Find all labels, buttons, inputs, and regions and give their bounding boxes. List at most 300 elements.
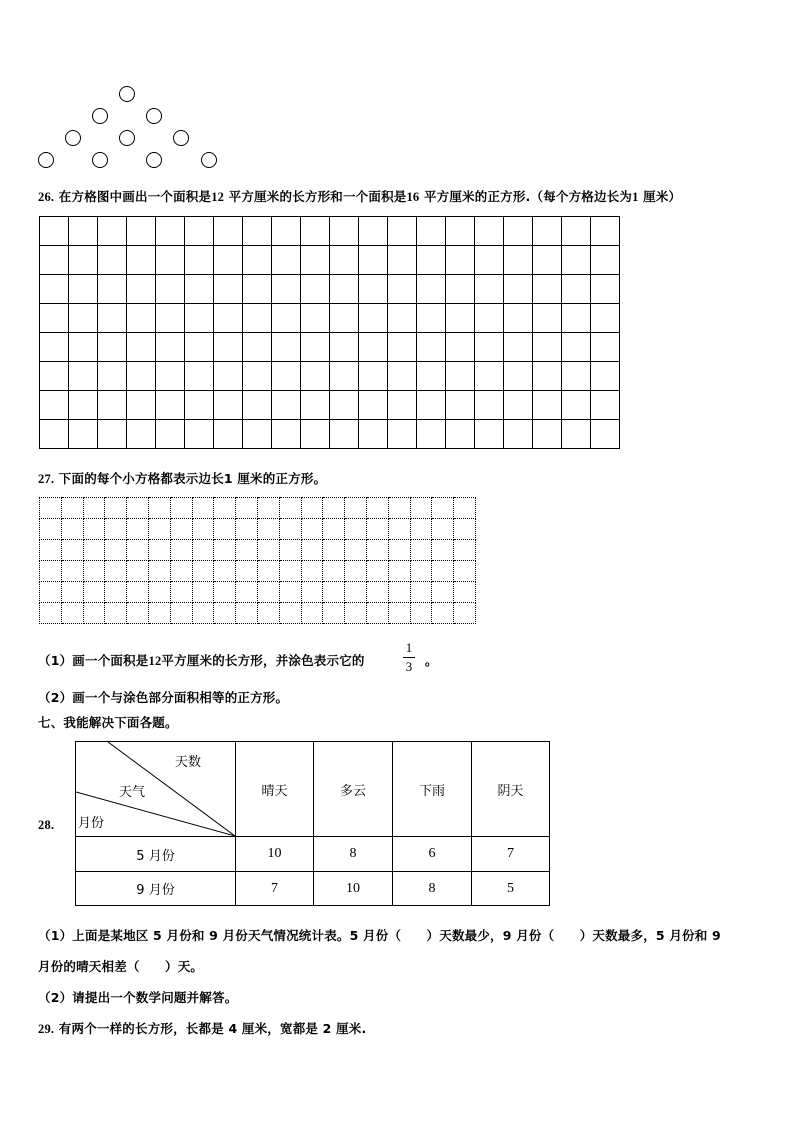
grid-cell[interactable] xyxy=(170,582,192,603)
grid-cell[interactable] xyxy=(388,391,417,420)
grid-cell[interactable] xyxy=(475,362,504,391)
grid-cell[interactable] xyxy=(214,420,243,449)
grid-cell[interactable] xyxy=(156,246,185,275)
grid-cell[interactable] xyxy=(69,362,98,391)
grid-cell[interactable] xyxy=(410,498,432,519)
grid-cell[interactable] xyxy=(156,391,185,420)
grid-cell[interactable] xyxy=(214,582,236,603)
grid-cell[interactable] xyxy=(40,561,62,582)
grid-cell[interactable] xyxy=(454,561,476,582)
grid-cell[interactable] xyxy=(272,275,301,304)
grid-cell[interactable] xyxy=(279,603,301,624)
grid-cell[interactable] xyxy=(475,420,504,449)
question-number: 26. xyxy=(38,190,55,204)
grid-cell[interactable] xyxy=(388,246,417,275)
grid-cell[interactable] xyxy=(148,561,170,582)
grid-cell[interactable] xyxy=(185,420,214,449)
grid-cell[interactable] xyxy=(127,540,149,561)
area-value: 12 xyxy=(148,654,162,668)
grid-cell[interactable] xyxy=(301,603,323,624)
grid-cell[interactable] xyxy=(359,217,388,246)
grid-cell[interactable] xyxy=(366,603,388,624)
grid-cell[interactable] xyxy=(388,540,410,561)
grid-cell[interactable] xyxy=(69,275,98,304)
grid-cell[interactable] xyxy=(591,304,620,333)
grid-cell[interactable] xyxy=(475,246,504,275)
grid-cell[interactable] xyxy=(388,217,417,246)
grid-cell[interactable] xyxy=(301,391,330,420)
grid-cell[interactable] xyxy=(475,333,504,362)
grid-cell[interactable] xyxy=(454,582,476,603)
grid-cell[interactable] xyxy=(127,561,149,582)
grid-cell[interactable] xyxy=(236,498,258,519)
grid-cell[interactable] xyxy=(475,275,504,304)
grid-cell[interactable] xyxy=(192,498,214,519)
grid-cell[interactable] xyxy=(257,603,279,624)
circle-shape xyxy=(146,108,162,124)
grid-cell[interactable] xyxy=(98,275,127,304)
grid-cell[interactable] xyxy=(388,603,410,624)
grid-cell[interactable] xyxy=(40,391,69,420)
grid-cell[interactable] xyxy=(185,304,214,333)
grid-cell[interactable] xyxy=(272,362,301,391)
grid-cell[interactable] xyxy=(40,519,62,540)
grid-cell[interactable] xyxy=(272,420,301,449)
grid-cell[interactable] xyxy=(185,275,214,304)
row-header: 5 月份 xyxy=(76,837,236,872)
grid-cell[interactable] xyxy=(504,275,533,304)
grid-cell[interactable] xyxy=(192,519,214,540)
grid-cell[interactable] xyxy=(156,217,185,246)
grid-cell[interactable] xyxy=(410,603,432,624)
grid-cell[interactable] xyxy=(417,391,446,420)
grid-cell[interactable] xyxy=(127,519,149,540)
grid-cell[interactable] xyxy=(345,561,367,582)
grid-cell[interactable] xyxy=(504,333,533,362)
grid-cell[interactable] xyxy=(417,246,446,275)
grid-cell[interactable] xyxy=(243,333,272,362)
grid-cell[interactable] xyxy=(446,420,475,449)
grid-cell[interactable] xyxy=(105,561,127,582)
grid-cell[interactable] xyxy=(446,333,475,362)
grid-cell[interactable] xyxy=(214,540,236,561)
grid-cell[interactable] xyxy=(454,540,476,561)
grid-cell[interactable] xyxy=(40,582,62,603)
grid-cell[interactable] xyxy=(359,420,388,449)
grid-cell[interactable] xyxy=(192,561,214,582)
grid-cell[interactable] xyxy=(98,333,127,362)
grid-cell[interactable] xyxy=(533,304,562,333)
grid-cell[interactable] xyxy=(301,540,323,561)
grid-cell[interactable] xyxy=(98,217,127,246)
grid-cell[interactable] xyxy=(69,333,98,362)
grid-cell[interactable] xyxy=(69,304,98,333)
grid-cell[interactable] xyxy=(323,603,345,624)
grid-cell[interactable] xyxy=(562,246,591,275)
grid-cell[interactable] xyxy=(214,391,243,420)
grid-cell[interactable] xyxy=(359,304,388,333)
grid-cell[interactable] xyxy=(454,519,476,540)
grid-cell[interactable] xyxy=(323,540,345,561)
grid-cell[interactable] xyxy=(192,540,214,561)
grid-cell[interactable] xyxy=(272,246,301,275)
grid-cell[interactable] xyxy=(345,540,367,561)
grid-cell[interactable] xyxy=(69,420,98,449)
grid-cell[interactable] xyxy=(533,420,562,449)
grid-cell[interactable] xyxy=(562,362,591,391)
grid-cell[interactable] xyxy=(272,304,301,333)
grid-cell[interactable] xyxy=(148,519,170,540)
grid-cell[interactable] xyxy=(301,561,323,582)
grid-cell[interactable] xyxy=(40,275,69,304)
grid-cell[interactable] xyxy=(330,304,359,333)
grid-cell[interactable] xyxy=(148,603,170,624)
grid-cell[interactable] xyxy=(127,275,156,304)
grid-cell[interactable] xyxy=(417,217,446,246)
grid-cell[interactable] xyxy=(279,519,301,540)
grid-cell[interactable] xyxy=(301,498,323,519)
grid-cell[interactable] xyxy=(243,391,272,420)
grid-cell[interactable] xyxy=(257,561,279,582)
grid-cell[interactable] xyxy=(156,304,185,333)
question-text: 平方厘米的长方形和一个面积是 xyxy=(228,189,407,204)
grid-cell[interactable] xyxy=(192,603,214,624)
grid-cell[interactable] xyxy=(243,275,272,304)
grid-cell[interactable] xyxy=(236,582,258,603)
grid-cell[interactable] xyxy=(170,498,192,519)
grid-cell[interactable] xyxy=(446,275,475,304)
header-days: 天数 xyxy=(175,755,202,770)
grid-cell[interactable] xyxy=(301,333,330,362)
grid-cell[interactable] xyxy=(410,561,432,582)
grid-cell[interactable] xyxy=(301,582,323,603)
grid-cell[interactable] xyxy=(504,391,533,420)
grid-cell[interactable] xyxy=(323,582,345,603)
grid-cell[interactable] xyxy=(214,217,243,246)
grid-cell[interactable] xyxy=(366,540,388,561)
grid-cell[interactable] xyxy=(504,246,533,275)
grid-cell[interactable] xyxy=(366,519,388,540)
grid-cell[interactable] xyxy=(127,362,156,391)
grid-cell[interactable] xyxy=(98,246,127,275)
grid-cell[interactable] xyxy=(533,391,562,420)
grid-cell[interactable] xyxy=(301,246,330,275)
grid-cell[interactable] xyxy=(533,275,562,304)
grid-cell[interactable] xyxy=(105,582,127,603)
grid-cell[interactable] xyxy=(279,561,301,582)
grid-cell[interactable] xyxy=(83,498,105,519)
grid-cell[interactable] xyxy=(301,362,330,391)
grid-cell[interactable] xyxy=(475,391,504,420)
grid-cell[interactable] xyxy=(105,603,127,624)
grid-cell[interactable] xyxy=(591,362,620,391)
grid-cell[interactable] xyxy=(388,304,417,333)
grid-cell[interactable] xyxy=(127,246,156,275)
grid-cell[interactable] xyxy=(301,420,330,449)
grid-cell[interactable] xyxy=(236,540,258,561)
grid-cell[interactable] xyxy=(98,362,127,391)
grid-cell[interactable] xyxy=(359,362,388,391)
grid-cell[interactable] xyxy=(236,519,258,540)
grid-cell[interactable] xyxy=(432,498,454,519)
question-text: 有两个一样的长方形，长都是 4 厘米，宽都是 2 厘米. xyxy=(58,1021,367,1036)
grid-row xyxy=(40,246,620,275)
grid-cell[interactable] xyxy=(214,603,236,624)
grid-cell[interactable] xyxy=(330,275,359,304)
grid-cell[interactable] xyxy=(454,603,476,624)
grid-cell[interactable] xyxy=(236,603,258,624)
grid-cell[interactable] xyxy=(562,304,591,333)
grid-cell[interactable] xyxy=(243,304,272,333)
grid-cell[interactable] xyxy=(243,217,272,246)
grid-cell[interactable] xyxy=(345,519,367,540)
question-26 xyxy=(38,187,681,205)
grid-cell[interactable] xyxy=(359,246,388,275)
grid-cell[interactable] xyxy=(272,217,301,246)
grid-cell[interactable] xyxy=(279,540,301,561)
grid-cell[interactable] xyxy=(330,391,359,420)
grid-cell[interactable] xyxy=(591,333,620,362)
grid-cell[interactable] xyxy=(446,391,475,420)
grid-cell[interactable] xyxy=(83,603,105,624)
grid-cell[interactable] xyxy=(330,420,359,449)
grid-cell[interactable] xyxy=(105,519,127,540)
grid-cell[interactable] xyxy=(148,540,170,561)
grid-cell[interactable] xyxy=(105,540,127,561)
grid-cell[interactable] xyxy=(410,582,432,603)
grid-cell[interactable] xyxy=(301,519,323,540)
grid-cell[interactable] xyxy=(40,217,69,246)
grid-cell[interactable] xyxy=(446,362,475,391)
grid-row xyxy=(40,561,476,582)
grid-cell[interactable] xyxy=(591,391,620,420)
grid-cell[interactable] xyxy=(214,561,236,582)
grid-cell[interactable] xyxy=(533,362,562,391)
grid-cell[interactable] xyxy=(83,582,105,603)
grid-cell[interactable] xyxy=(257,498,279,519)
grid-cell[interactable] xyxy=(127,304,156,333)
grid-cell[interactable] xyxy=(257,540,279,561)
grid-cell[interactable] xyxy=(359,333,388,362)
grid-cell[interactable] xyxy=(504,217,533,246)
grid-cell[interactable] xyxy=(272,333,301,362)
grid-cell[interactable] xyxy=(214,333,243,362)
grid-cell[interactable] xyxy=(185,217,214,246)
grid-cell[interactable] xyxy=(330,362,359,391)
grid-cell[interactable] xyxy=(61,540,83,561)
question-28-part-2: （2）请提出一个数学问题并解答。 xyxy=(38,990,238,1005)
grid-cell[interactable] xyxy=(243,362,272,391)
grid-cell[interactable] xyxy=(127,333,156,362)
grid-cell[interactable] xyxy=(432,540,454,561)
grid-cell[interactable] xyxy=(214,304,243,333)
grid-cell[interactable] xyxy=(388,275,417,304)
grid-cell[interactable] xyxy=(591,420,620,449)
grid-cell[interactable] xyxy=(533,246,562,275)
grid-cell[interactable] xyxy=(40,333,69,362)
grid-cell[interactable] xyxy=(359,275,388,304)
grid-cell[interactable] xyxy=(330,333,359,362)
grid-cell[interactable] xyxy=(61,561,83,582)
grid-cell[interactable] xyxy=(40,498,62,519)
grid-cell[interactable] xyxy=(446,246,475,275)
grid-cell[interactable] xyxy=(170,519,192,540)
grid-cell[interactable] xyxy=(504,362,533,391)
grid-cell[interactable] xyxy=(417,275,446,304)
grid-cell[interactable] xyxy=(61,603,83,624)
grid-cell[interactable] xyxy=(156,362,185,391)
grid-cell[interactable] xyxy=(562,275,591,304)
grid-cell[interactable] xyxy=(40,362,69,391)
grid-cell[interactable] xyxy=(301,217,330,246)
grid-cell[interactable] xyxy=(61,498,83,519)
grid-cell[interactable] xyxy=(127,582,149,603)
grid-cell[interactable] xyxy=(214,246,243,275)
grid-cell[interactable] xyxy=(40,603,62,624)
grid-cell[interactable] xyxy=(243,246,272,275)
grid-cell[interactable] xyxy=(170,603,192,624)
grid-cell[interactable] xyxy=(323,561,345,582)
grid-cell[interactable] xyxy=(432,561,454,582)
grid-cell[interactable] xyxy=(127,391,156,420)
question-28-part-1: （1）上面是某地区 5 月份和 9 月份天气情况统计表。5 月份（ ）天数最少，9 月份（ ）天数最多，5 月份和 9 xyxy=(38,928,721,943)
grid-cell[interactable] xyxy=(432,582,454,603)
grid-cell[interactable] xyxy=(345,582,367,603)
grid-cell[interactable] xyxy=(533,217,562,246)
grid-cell[interactable] xyxy=(301,304,330,333)
grid-cell[interactable] xyxy=(388,362,417,391)
grid-cell[interactable] xyxy=(272,391,301,420)
grid-cell[interactable] xyxy=(156,275,185,304)
grid-cell[interactable] xyxy=(148,498,170,519)
grid-cell[interactable] xyxy=(388,420,417,449)
grid-cell[interactable] xyxy=(446,304,475,333)
grid-cell[interactable] xyxy=(192,582,214,603)
grid-cell[interactable] xyxy=(40,420,69,449)
grid-cell[interactable] xyxy=(236,561,258,582)
grid-cell[interactable] xyxy=(98,304,127,333)
grid-cell[interactable] xyxy=(127,603,149,624)
grid-cell[interactable] xyxy=(417,333,446,362)
grid-cell[interactable] xyxy=(301,275,330,304)
grid-cell[interactable] xyxy=(69,217,98,246)
grid-cell[interactable] xyxy=(105,498,127,519)
grid-cell[interactable] xyxy=(432,519,454,540)
circle-shape xyxy=(65,130,81,146)
grid-cell[interactable] xyxy=(83,519,105,540)
grid-cell[interactable] xyxy=(98,420,127,449)
grid-cell[interactable] xyxy=(366,561,388,582)
grid-cell[interactable] xyxy=(446,217,475,246)
grid-cell[interactable] xyxy=(562,391,591,420)
question-number: 27. xyxy=(38,472,55,486)
grid-cell[interactable] xyxy=(156,333,185,362)
grid-cell[interactable] xyxy=(410,540,432,561)
grid-cell[interactable] xyxy=(432,603,454,624)
grid-cell[interactable] xyxy=(170,561,192,582)
grid-cell[interactable] xyxy=(257,519,279,540)
grid-cell[interactable] xyxy=(417,304,446,333)
grid-cell[interactable] xyxy=(454,498,476,519)
grid-cell[interactable] xyxy=(417,362,446,391)
grid-cell[interactable] xyxy=(69,246,98,275)
grid-cell[interactable] xyxy=(475,304,504,333)
grid-cell[interactable] xyxy=(156,420,185,449)
table-cell: 7 xyxy=(236,872,314,906)
grid-cell[interactable] xyxy=(562,420,591,449)
grid-cell[interactable] xyxy=(40,304,69,333)
grid-cell[interactable] xyxy=(345,498,367,519)
grid-cell[interactable] xyxy=(591,275,620,304)
grid-cell[interactable] xyxy=(388,498,410,519)
grid-cell[interactable] xyxy=(40,246,69,275)
grid-cell[interactable] xyxy=(185,362,214,391)
grid-cell[interactable] xyxy=(61,582,83,603)
grid-cell[interactable] xyxy=(323,498,345,519)
grid-cell[interactable] xyxy=(562,217,591,246)
grid-cell[interactable] xyxy=(475,217,504,246)
grid-cell[interactable] xyxy=(533,333,562,362)
grid-cell[interactable] xyxy=(388,582,410,603)
grid-cell[interactable] xyxy=(170,540,192,561)
circle-shape xyxy=(38,152,54,168)
grid-cell[interactable] xyxy=(148,582,170,603)
grid-cell[interactable] xyxy=(417,420,446,449)
grid-cell[interactable] xyxy=(127,498,149,519)
grid-cell[interactable] xyxy=(257,582,279,603)
grid-cell[interactable] xyxy=(279,582,301,603)
grid-cell[interactable] xyxy=(591,246,620,275)
grid-cell[interactable] xyxy=(591,217,620,246)
grid-cell[interactable] xyxy=(185,246,214,275)
grid-cell[interactable] xyxy=(388,561,410,582)
grid-cell[interactable] xyxy=(214,362,243,391)
grid-cell[interactable] xyxy=(388,333,417,362)
circle-shape xyxy=(92,152,108,168)
grid-cell[interactable] xyxy=(279,498,301,519)
grid-cell[interactable] xyxy=(83,540,105,561)
grid-cell[interactable] xyxy=(323,519,345,540)
grid-cell[interactable] xyxy=(185,391,214,420)
grid-cell[interactable] xyxy=(359,391,388,420)
grid-cell[interactable] xyxy=(127,217,156,246)
column-header: 阴天 xyxy=(472,742,550,837)
grid-cell[interactable] xyxy=(366,498,388,519)
grid-cell[interactable] xyxy=(214,498,236,519)
grid-cell[interactable] xyxy=(504,420,533,449)
grid-cell[interactable] xyxy=(243,420,272,449)
grid-cell[interactable] xyxy=(61,519,83,540)
grid-cell[interactable] xyxy=(40,540,62,561)
grid-cell[interactable] xyxy=(562,333,591,362)
grid-cell[interactable] xyxy=(69,391,98,420)
grid-cell[interactable] xyxy=(504,304,533,333)
grid-cell[interactable] xyxy=(127,420,156,449)
grid-row xyxy=(40,498,476,519)
fraction-denominator: 3 xyxy=(405,659,413,674)
grid-cell[interactable] xyxy=(388,519,410,540)
grid-cell[interactable] xyxy=(366,582,388,603)
grid-cell[interactable] xyxy=(410,519,432,540)
grid-cell[interactable] xyxy=(330,217,359,246)
grid-cell[interactable] xyxy=(330,246,359,275)
grid-cell[interactable] xyxy=(185,333,214,362)
grid-cell[interactable] xyxy=(98,391,127,420)
grid-cell[interactable] xyxy=(214,519,236,540)
grid-cell[interactable] xyxy=(83,561,105,582)
grid-cell[interactable] xyxy=(345,603,367,624)
grid-cell[interactable] xyxy=(214,275,243,304)
